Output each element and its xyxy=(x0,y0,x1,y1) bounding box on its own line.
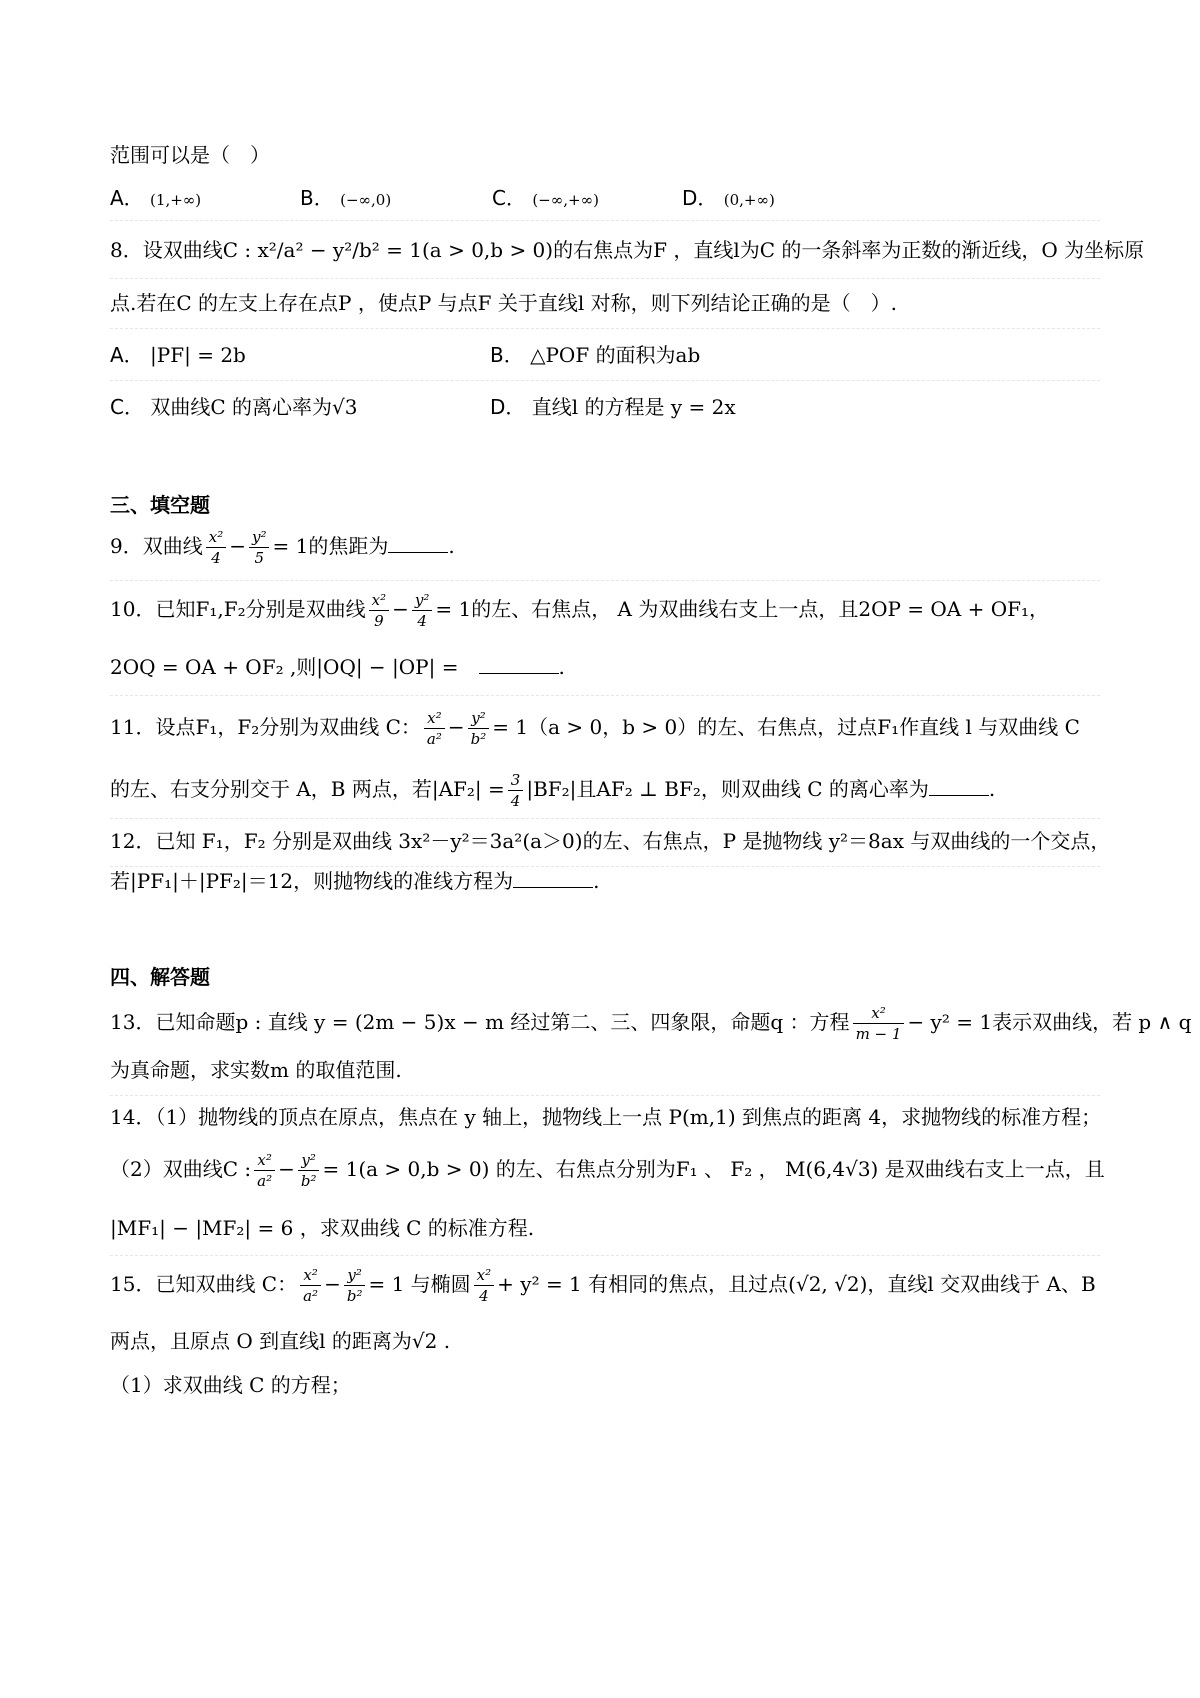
q7-stem-tail: 范围可以是（ ） xyxy=(110,143,270,167)
q8-option-c: C． 双曲线C 的离心率为√3 xyxy=(110,395,358,419)
q7-option-b: B． (−∞,0) xyxy=(300,186,392,210)
q14-part1: 14．（1）抛物线的顶点在原点，焦点在 y 轴上，抛物线上一点 P(m,1) 到焦点的距离 4，求抛物线的标准方程； xyxy=(110,1105,1102,1129)
q15-stem-line2: 两点，且原点 O 到直线l 的距离为√2 . xyxy=(110,1329,451,1353)
fraction: $\frac{\text{y²}}{4}$ xyxy=(412,590,433,631)
q7-option-a: A． (1,+∞) xyxy=(110,186,202,210)
fraction: $\frac{\text{x²}}{\text{a²}}$ xyxy=(254,1150,275,1191)
q7-option-c: C． (−∞,+∞) xyxy=(492,186,599,210)
fraction: $\frac{\text{x²}}{4}$ xyxy=(206,527,226,568)
divider xyxy=(110,818,1100,819)
q12-stem-line2: 若|PF₁|＋|PF₂|＝12，则抛物线的准线方程为 . xyxy=(110,869,600,893)
divider xyxy=(110,695,1100,696)
q8-stem-line2: 点.若在C 的左支上存在点P ，使点P 与点F 关于直线l 对称，则下列结论正确的是（ ）. xyxy=(110,291,897,315)
q10-stem-line2: 2OQ = OA + OF₂ ,则|OQ| − |OP| = . xyxy=(110,655,565,679)
divider xyxy=(110,1255,1100,1256)
fraction: $\frac{\text{x²}}{9}$ xyxy=(369,590,389,631)
fraction: $\frac{\text{y²}}{5}$ xyxy=(249,527,270,568)
fraction: $\frac{\text{x²}}{m - 1}$ xyxy=(853,1003,905,1044)
fraction: $\frac{\text{y²}}{\text{b²}}$ xyxy=(344,1265,366,1306)
q8-option-a: A． |PF| = 2b xyxy=(110,343,246,367)
divider xyxy=(110,328,1100,329)
q8-stem-line1: 8．设双曲线C : x²/a² − y²/b² = 1(a > 0,b > 0)的右焦点为F ，直线l为C 的一条斜率为正数的渐近线，O 为坐标原 xyxy=(110,238,1145,262)
fraction: $\frac{\text{x²}}{\text{a²}}$ xyxy=(424,708,445,749)
answer-blank[interactable] xyxy=(929,777,989,796)
q14-part2-line1: （2）双曲线C : $\frac{\text{x²}}{\text{a²}}$ − $\frac{\text{y²}}{\text{b²}}$ = 1(a > 0,b > 0) 的左、右焦点分别为F₁ 、 F₂ ， M(6,4√3) 是双曲线右支上一点，且 xyxy=(110,1151,1105,1190)
divider xyxy=(110,278,1100,279)
answer-blank[interactable] xyxy=(479,655,559,674)
q8-option-b: B． △POF 的面积为ab xyxy=(490,343,701,367)
q11-stem-line2: 的左、右支分别交于 A，B 两点，若|AF₂| = $\frac{3}{4}$ |BF₂|且AF₂ ⊥ BF₂，则双曲线 C 的离心率为 . xyxy=(110,771,996,810)
q14-part2-line2: |MF₁| − |MF₂| = 6 ，求双曲线 C 的标准方程. xyxy=(110,1216,535,1240)
section-heading-answer: 四、解答题 xyxy=(110,965,210,989)
divider xyxy=(110,1095,1100,1096)
q7-option-d: D． (0,+∞) xyxy=(682,186,775,210)
divider xyxy=(110,220,1100,221)
q15-stem-line1: 15．已知双曲线 C： $\frac{\text{x²}}{\text{a²}}$ − $\frac{\text{y²}}{\text{b²}}$ = 1 与椭圆 $\frac{\text{x²}}{4}$ + y² = 1 有相同的焦点，且过点(√2, √2)，直线l 交双曲线于 A、B xyxy=(110,1266,1096,1305)
q11-stem-line1: 11．设点F₁，F₂分别为双曲线 C： $\frac{\text{x²}}{\text{a²}}$ − $\frac{\text{y²}}{\text{b²}}$ = 1（a > 0，b > 0）的左、右焦点，过点F₁作直线 l 与双曲线 C xyxy=(110,709,1080,748)
divider xyxy=(110,380,1100,381)
fraction: $\frac{\text{x²}}{\text{a²}}$ xyxy=(300,1265,321,1306)
q13-stem-line2: 为真命题，求实数m 的取值范围. xyxy=(110,1058,402,1082)
q13-stem-line1: 13．已知命题p : 直线 y = (2m − 5)x − m 经过第二、三、四象限，命题q ：方程 $\frac{\text{x²}}{m - 1}$ − y² = 1表示双曲线，若 p ∧ q xyxy=(110,1004,1192,1043)
fraction: $\frac{\text{y²}}{\text{b²}}$ xyxy=(468,708,490,749)
q12-stem-line1: 12．已知 F₁，F₂ 分别是双曲线 3x²－y²＝3a²(a＞0)的左、右焦点，P 是抛物线 y²＝8ax 与双曲线的一个交点， xyxy=(110,829,1111,853)
fraction: $\frac{\text{y²}}{\text{b²}}$ xyxy=(298,1150,320,1191)
q9-stem: 9．双曲线 $\frac{\text{x²}}{4}$ − $\frac{\text{y²}}{5}$ = 1的焦距为 . xyxy=(110,528,455,567)
answer-blank[interactable] xyxy=(513,869,593,888)
q8-option-d: D． 直线l 的方程是 y = 2x xyxy=(490,395,736,419)
section-heading-fill-in: 三、填空题 xyxy=(110,493,210,517)
divider xyxy=(110,580,1100,581)
fraction: $\frac{\text{x²}}{4}$ xyxy=(474,1265,494,1306)
answer-blank[interactable] xyxy=(388,534,448,553)
q15-part1: （1）求双曲线 C 的方程； xyxy=(110,1373,351,1397)
fraction: $\frac{3}{4}$ xyxy=(508,770,524,811)
q10-stem-line1: 10．已知F₁,F₂分别是双曲线 $\frac{\text{x²}}{9}$ − $\frac{\text{y²}}{4}$ = 1的左、右焦点， A 为双曲线右支上一点，且2OP = OA + OF₁， xyxy=(110,591,1050,630)
